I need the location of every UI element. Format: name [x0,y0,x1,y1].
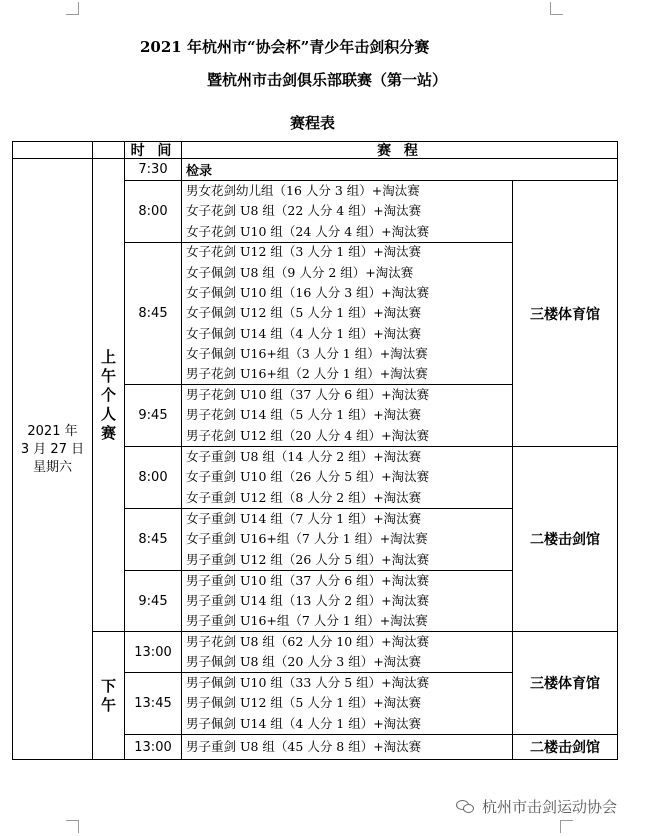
time-slot: 8:00 [124,180,182,243]
afternoon-label: 下午 [100,676,116,714]
event-block [181,508,513,571]
venue-cell: 三楼体育馆 [512,631,618,735]
event-line: 男子花剑 U16+组（2 人分 1 组）+淘汰赛 [186,366,428,382]
time-slot: 13:00 [124,631,182,673]
schedule-heading: 赛程表 [290,114,336,132]
morning-label: 上午个人赛 [100,347,116,442]
event-line: 男子花剑 U14 组（5 人分 1 组）+淘汰赛 [186,407,422,423]
event-line: 女子重剑 U14 组（7 人分 1 组）+淘汰赛 [186,511,422,527]
event-block [181,384,513,447]
event-line: 男子重剑 U12 组（26 人分 5 组）+淘汰赛 [186,551,430,567]
event-line: 男子花剑 U8 组（62 人分 10 组）+淘汰赛 [186,633,430,649]
watermark-text: 杭州市击剑运动协会 [482,798,618,816]
afternoon-session-cell [92,631,125,760]
corner-mark [550,2,563,15]
time-slot: 8:45 [124,242,182,385]
venue-cell: 二楼击剑馆 [512,734,618,760]
watermark [456,796,617,817]
session-header-blank [92,141,125,159]
venue-cell: 二楼击剑馆 [512,446,618,632]
event-block [181,242,513,385]
event-line: 男子花剑 U10 组（37 人分 6 组）+淘汰赛 [186,387,430,403]
event-line: 男子佩剑 U14 组（4 人分 1 组）+淘汰赛 [186,715,422,731]
time-slot: 13:45 [124,672,182,735]
event-line: 女子佩剑 U8 组（9 人分 2 组）+淘汰赛 [186,264,414,280]
date-cell [12,141,93,760]
time-slot: 13:00 [124,734,182,760]
event-line: 男子重剑 U8 组（45 人分 8 组）+淘汰赛 [186,738,422,754]
event-line: 女子佩剑 U10 组（16 人分 3 组）+淘汰赛 [186,285,430,301]
event-line: 女子重剑 U10 组（26 人分 5 组）+淘汰赛 [186,469,430,485]
event-block [181,570,513,632]
event-line: 男子重剑 U10 组（37 人分 6 组）+淘汰赛 [186,572,430,588]
date-day: 3 月 27 日 [20,442,85,457]
event-line: 女子重剑 U8 组（14 人分 2 组）+淘汰赛 [186,449,422,465]
time-slot: 9:45 [124,570,182,632]
event-line: 男子重剑 U14 组（13 人分 2 组）+淘汰赛 [186,592,430,608]
time-slot: 8:00 [124,446,182,509]
event-block [181,672,513,735]
header-schedule: 赛 程 [181,141,618,159]
event-line: 男子佩剑 U12 组（5 人分 1 组）+淘汰赛 [186,695,422,711]
event-line: 女子佩剑 U14 组（4 人分 1 组）+淘汰赛 [186,325,422,341]
checkin-time: 7:30 [124,158,182,181]
doc-title: 2021 年杭州市“协会杯”青少年击剑积分赛 [140,38,430,56]
event-block [181,734,513,760]
corner-mark [66,2,79,15]
event-block [181,631,513,673]
header-time: 时 间 [124,141,182,159]
corner-mark [560,820,573,833]
checkin-text: 检录 [181,158,618,181]
time-slot: 8:45 [124,508,182,571]
event-block [181,446,513,509]
time-slot: 9:45 [124,384,182,447]
event-line: 女子佩剑 U16+组（3 人分 1 组）+淘汰赛 [186,345,428,361]
event-line: 女子花剑 U10 组（24 人分 4 组）+淘汰赛 [186,223,430,239]
event-line: 男女花剑幼儿组（16 人分 3 组）+淘汰赛 [186,183,420,199]
wechat-icon [456,800,476,814]
event-line: 女子佩剑 U12 组（5 人分 1 组）+淘汰赛 [186,305,422,321]
event-line: 男子佩剑 U8 组（20 人分 3 组）+淘汰赛 [186,654,422,669]
event-line: 男子佩剑 U10 组（33 人分 5 组）+淘汰赛 [186,675,430,691]
event-line: 女子花剑 U12 组（3 人分 1 组）+淘汰赛 [186,244,422,260]
corner-mark [66,820,79,833]
morning-session-cell [92,158,125,632]
doc-subtitle: 暨杭州市击剑俱乐部联赛（第一站） [207,71,448,89]
date-year: 2021 年 [27,424,78,439]
event-line: 女子花剑 U8 组（22 人分 4 组）+淘汰赛 [186,203,422,219]
event-line: 男子重剑 U16+组（7 人分 1 组）+淘汰赛 [186,613,428,629]
event-line: 女子重剑 U16+组（7 人分 1 组）+淘汰赛 [186,531,428,547]
venue-cell: 三楼体育馆 [512,180,618,447]
event-block [181,180,513,243]
event-line: 女子重剑 U12 组（8 人分 2 组）+淘汰赛 [186,489,422,505]
event-line: 男子花剑 U12 组（20 人分 4 组）+淘汰赛 [186,427,430,443]
date-weekday: 星期六 [32,460,72,475]
